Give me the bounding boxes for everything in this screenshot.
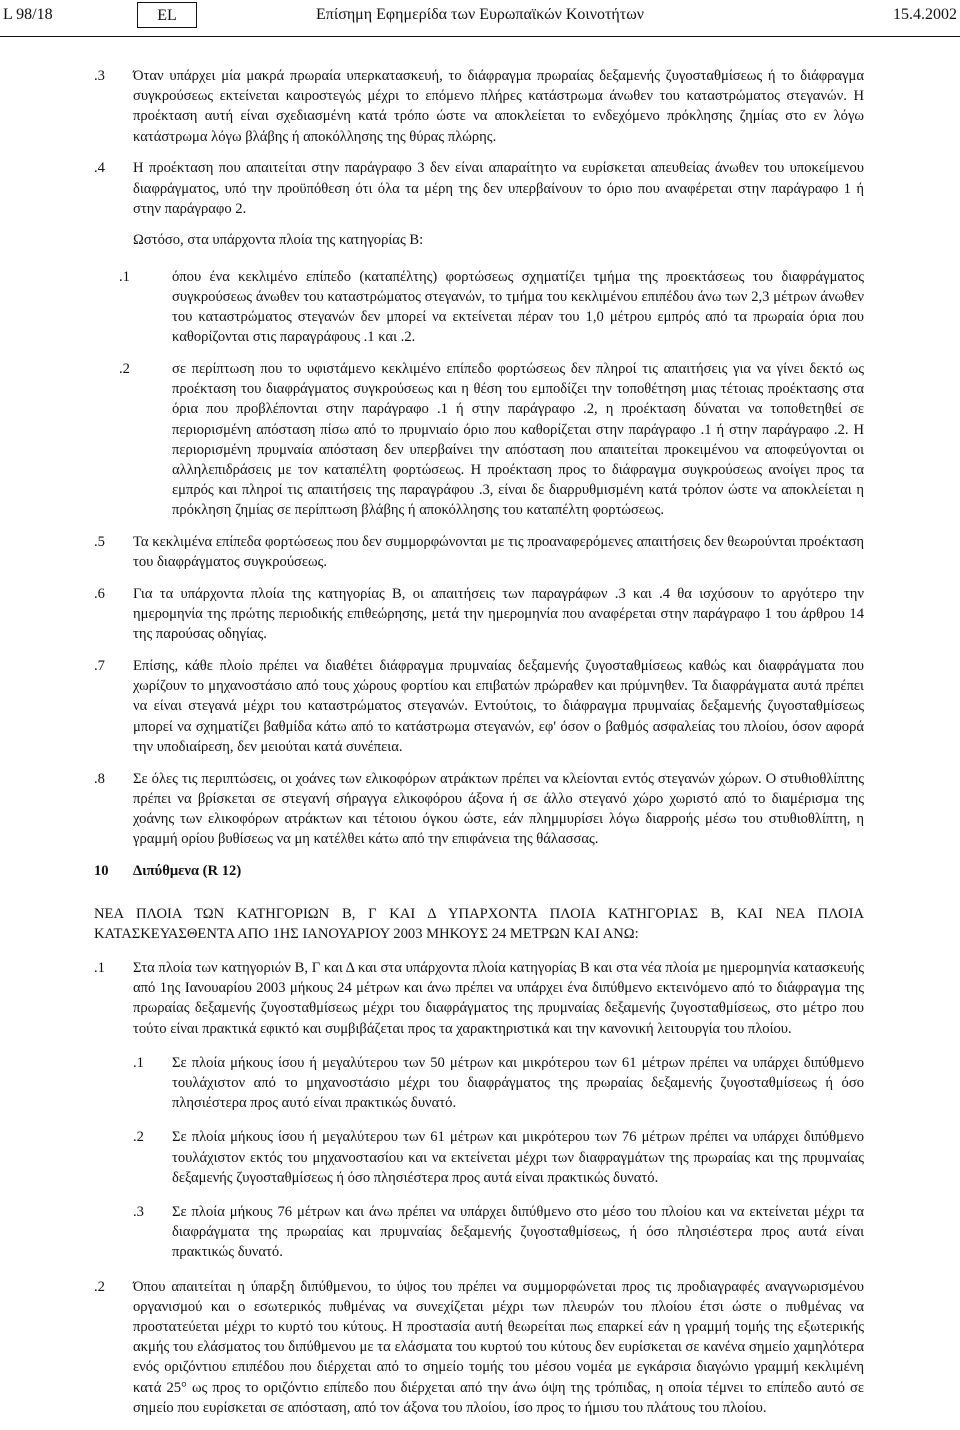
subparagraph-text: Σε πλοία μήκους ίσου ή μεγαλύτερου των 50 μέτρων και μικρότερου των 61 μέτρων πρέπει να υπάρχει διπύθμενο τουλάχιστον από το μηχανοστάσιο μέχρι του διαφράγματος της πρωραίας δεξαμενής ζυγοσταθμίσεως ή όσο πλησιέστερα προς αυτό είναι πρακτικώς δυνατό. [172,1054,864,1112]
subparagraph-text: όπου ένα κεκλιμένο επίπεδο (καταπέλτης) φορτώσεως σχηματίζει τμήμα της προεκτάσεως του διαφράγματος συγκρούσεως άνωθεν του καταστρώματος στεγανών, το τμήμα του κεκλιμένου επιπέδου άνω των 2,3 μέτρων άνωθεν του καταστρώματος στεγανών δεν μπορεί να εκτείνεται πέραν του 1,0 μέτρου εμπρός από τα πρωραία όρια που καθορίζονται στις παραγράφους .1 και .2. [172,268,864,346]
subparagraph-text: Σε πλοία μήκους ίσου ή μεγαλύτερου των 61 μέτρων και μικρότερου των 76 μέτρων πρέπει να υπάρχει διπύθμενο τουλάχιστον εκτός του μηχανοστασίου και να εκτείνεται μέχρι των διαφραγμάτων της πρωραίας και της πρυμναίας δεξαμενής ζυγοσταθμίσεως ή όσο πλησιέστερα προς αυτά είναι πρακτικώς δυνατό. [172,1129,864,1186]
existing-ships-note: Ωστόσο, στα υπάρχοντα πλοία της κατηγορίας Β: [133,232,424,249]
paragraph-6 [0,584,960,645]
subparagraph-2 [0,359,960,521]
paragraph-text: Όταν υπάρχει μία μακρά πρωραία υπερκατασκευή, το διάφραγμα πρωραίας δεξαμενής ζυγοσταθμίσεως ή το διάφραγμα συγκρούσεως εκτείνεται καιροστεγώς μέχρι το επόμενο πλήρες κατάστρωμα άνωθεν του καταστρώματος στεγανών. Η προέκταση αυτή είναι σχεδιασμένη κατά τρόπο ώστε να αποκλείεται το ενδεχόμενο πρόκλησης ζημίας στο εν λόγω κατάστρωμα λόγω βλάβης ή αποκόλλησης της θύρας πλώρης. [133,68,864,145]
section-subparagraph-2 [0,1127,960,1188]
subparagraph-number: .1 [133,1054,144,1071]
subparagraph-1 [0,267,960,348]
paragraph-number: .6 [94,585,105,602]
subparagraph-number: .1 [119,268,130,285]
subparagraph-number: .2 [133,1129,144,1146]
section-heading [94,861,960,881]
paragraph-number: .2 [94,1278,105,1295]
section-subparagraph-3 [0,1202,960,1263]
paragraph-8 [0,769,960,850]
paragraph-number: .3 [94,68,105,84]
section-number: 10 [94,863,109,880]
section-intro: ΝΕΑ ΠΛΟΙΑ ΤΩΝ ΚΑΤΗΓΟΡΙΩΝ Β, Γ ΚΑΙ Δ ΥΠΑΡΧΟΝΤΑ ΠΛΟΙΑ ΚΑΤΗΓΟΡΙΑΣ Β, ΚΑΙ ΝΕΑ ΠΛΟΙΑ ΚΑΤΑΣΚΕΥΑΣΘΕΝΤΑ ΑΠΟ 1ΗΣ ΙΑΝΟΥΑΡΙΟΥ 2003 ΜΗΚΟΥΣ 24 ΜΕΤΡΩΝ ΚΑΙ ΑΝΩ: [94,905,864,942]
paragraph-text: Τα κεκλιμένα επίπεδα φορτώσεως που δεν συμμορφώνονται με τις προαναφερόμενες απαιτήσεις δεν θεωρούνται προέκταση του διαφράγματος συγκρούσεως. [133,534,864,571]
subparagraph-text: Σε πλοία μήκους 76 μέτρων και άνω πρέπει να υπάρχει διπύθμενο στο μέσο του πλοίου και να εκτείνεται μέχρι τα διαφράγματα της πρωραίας και πρυμναίας δεξαμενής ζυγοσταθμίσεως, ή όσο πλησιέστερα προς αυτά είναι πρακτικώς δυνατό. [172,1204,864,1261]
paragraph-text: Σε όλες τις περιπτώσεις, οι χοάνες των ελικοφόρων ατράκτων πρέπει να κλείονται εντός στεγανών χώρων. Ο στυθιοθλίπτης πρέπει να βρίσκεται σε στεγανή σήραγγα ελικοφόρου άξονα ή σε άλλο στεγανό χώρο χωριστό από το διαμέρισμα της χοάνης των ελικοφόρων ατράκτων και τέτοιου όγκου ώστε, εάν πλημμυρίσει λόγω διαρροής μέσω του στυθιοθλίπτη, η γραμμή ορίου βυθίσεως να μη κατέλθει κάτω από την επιφάνεια της θάλασσας. [133,770,864,848]
header-rule [0,36,960,37]
language-box: EL [137,2,197,28]
publication-date: 15.4.2002 [893,6,957,23]
paragraph-7 [0,656,960,757]
section-paragraph-2 [0,1277,960,1418]
paragraph-number: .5 [94,534,105,551]
body-text [0,66,960,1430]
paragraph-text: Όπου απαιτείται η ύπαρξη διπύθμενου, το ύψος του πρέπει να συμμορφώνεται προς τις προδιαγραφές αναγνωρισμένου οργανισμού και ο εσωτερικός πυθμένας να συνεχίζεται μέχρι των πλευρών του πλοίου έτσι ώστε ο πυθμένας να προστατεύεται μέχρι το κυρτό του κύτους. Η προστασία αυτή θεωρείται πως επαρκεί εάν η γραμμή τομής της εξωτερικής ακμής του ελάσματος του διπύθμενου με τα ελάσματα του κυρτού του κύτους δεν ευρίσκεται σε κανένα σημείο χαμηλότερα ενός οριζόντιου επιπέδου που διέρχεται από το σημείο τομής του μέσου νομέα με εγκάρσια διαγώνιο γραμμή κεκλιμένη κατά 25° ως προς το οριζόντιο επίπεδο που διέρχεται από την άνω όψη της τρόπιδας, η οποία τέμνει το επίπεδο αυτό σε σημείο που ευρίσκεται σε απόσταση, από τον άξονα του πλοίου, ίσο προς το ήμισυ του πλάτους του πλοίου. [133,1278,864,1416]
paragraph-text: Επίσης, κάθε πλοίο πρέπει να διαθέτει διάφραγμα πρυμναίας δεξαμενής ζυγοσταθμίσεως καθώς και διαφράγματα που χωρίζουν το μηχανοστάσιο από τους χώρους φορτίου και επιβατών πρώραθεν και πρύμνηθεν. Τα διαφράγματα αυτά πρέπει να είναι στεγανά μέχρι του καταστρώματος στεγανών. Εντούτοις, το διάφραγμα πρυμναίας δεξαμενής ζυγοσταθμίσεως μπορεί να σχηματίζει βαθμίδα κάτω από το κατάστρωμα στεγανών, εφ' όσον ο βαθμός ασφαλείας του πλοίου, όσον αφορά την υποδιαίρεση, δεν μειούται κατά συνέπεια. [133,658,864,755]
paragraph-number: .1 [94,960,105,977]
paragraph-3 [0,66,960,147]
subparagraph-number: .3 [133,1204,144,1221]
paragraph-number: .4 [94,160,105,177]
section-subparagraph-1 [0,1053,960,1114]
subparagraph-text: σε περίπτωση που το υφιστάμενο κεκλιμένο επίπεδο φορτώσεως δεν πληροί τις απαιτήσεις για να γίνει δεκτό ως προέκταση του διαφράγματος συγκρούσεως και η θέση του εμποδίζει την τοποθέτηση μιας τέτοιας προέκτασης στα όρια που προβλέπονται στην παράγραφο .1 ή στην παράγραφο .2, η προέκταση δύναται να τοποθετηθεί σε περιορισμένη απόσταση πίσω από το πρυμνιαίο όριο που καθορίζεται στην παράγραφο .1 ή στην παράγραφο .2. Η περιορισμένη πρυμναία απόσταση δεν υπερβαίνει την απόσταση που απαιτείται προκειμένου να αποφεύγονται οι αλληλεπιδράσεις με τον καταπέλτη φορτώσεως. Η προέκταση προς το διάφραγμα συγκρούσεως ανοίγει προς τα εμπρός και πληροί τις απαιτήσεις της παραγράφου .3, είναι δε διαρρυθμισμένη κατά τρόπον ώστε να αποκλείεται η πρόκληση ζημίας σε περίπτωση βλάβης ή αποκόλλησης του καταπέλτη φορτώσεως. [172,360,864,519]
paragraph-text: Για τα υπάρχοντα πλοία της κατηγορίας Β, οι απαιτήσεις των παραγράφων .3 και .4 θα ισχύσουν το αργότερο την ημερομηνία της πρώτης περιοδικής επιθεώρησης, μετά την ημερομηνία που αναφέρεται στην παράγραφο 1 του άρθρου 14 της παρούσας οδηγίας. [133,585,864,643]
running-header [0,0,960,36]
journal-title: Επίσημη Εφημερίδα των Ευρωπαϊκών Κοινοτήτων [316,6,644,23]
section-paragraph-1 [0,958,960,1039]
page-reference: L 98/18 [3,6,53,23]
paragraph-text: Η προέκταση που απαιτείται στην παράγραφο 3 δεν είναι απαραίτητο να ευρίσκεται απευθείας άνωθεν του υποκείμενου διαφράγματος, υπό την προϋπόθεση ότι όλα τα μέρη της δεν υπερβαίνουν το όριο που αναφέρεται στην παράγραφο 1 ή στην παράγραφο 2. [133,160,864,217]
paragraph-4 [0,158,960,219]
paragraph-number: .8 [94,770,105,787]
section-title: Διπύθμενα (R 12) [133,863,242,880]
subparagraph-number: .2 [119,360,130,377]
paragraph-number: .7 [94,658,105,675]
paragraph-5 [0,532,960,572]
paragraph-text: Στα πλοία των κατηγοριών Β, Γ και Δ και στα υπάρχοντα πλοία κατηγορίας Β και στα νέα πλοία με ημερομηνία κατασκευής από 1ης Ιανουαρίου 2003 μήκους 24 μέτρων και άνω πρέπει να υπάρχει ένα διπύθμενο εκτεινόμενο από το διάφραγμα της πρωραίας δεξαμενής ζυγοσταθμίσεως μέχρι του διαφράγματος της πρυμναίας δεξαμενής ζυγοσταθμίσεως, στο μέτρο που τούτο είναι πρακτικά εφικτό και συμβιβάζεται προς τα χαρακτηριστικά και την κανονική λειτουργία του πλοίου. [133,960,864,1037]
